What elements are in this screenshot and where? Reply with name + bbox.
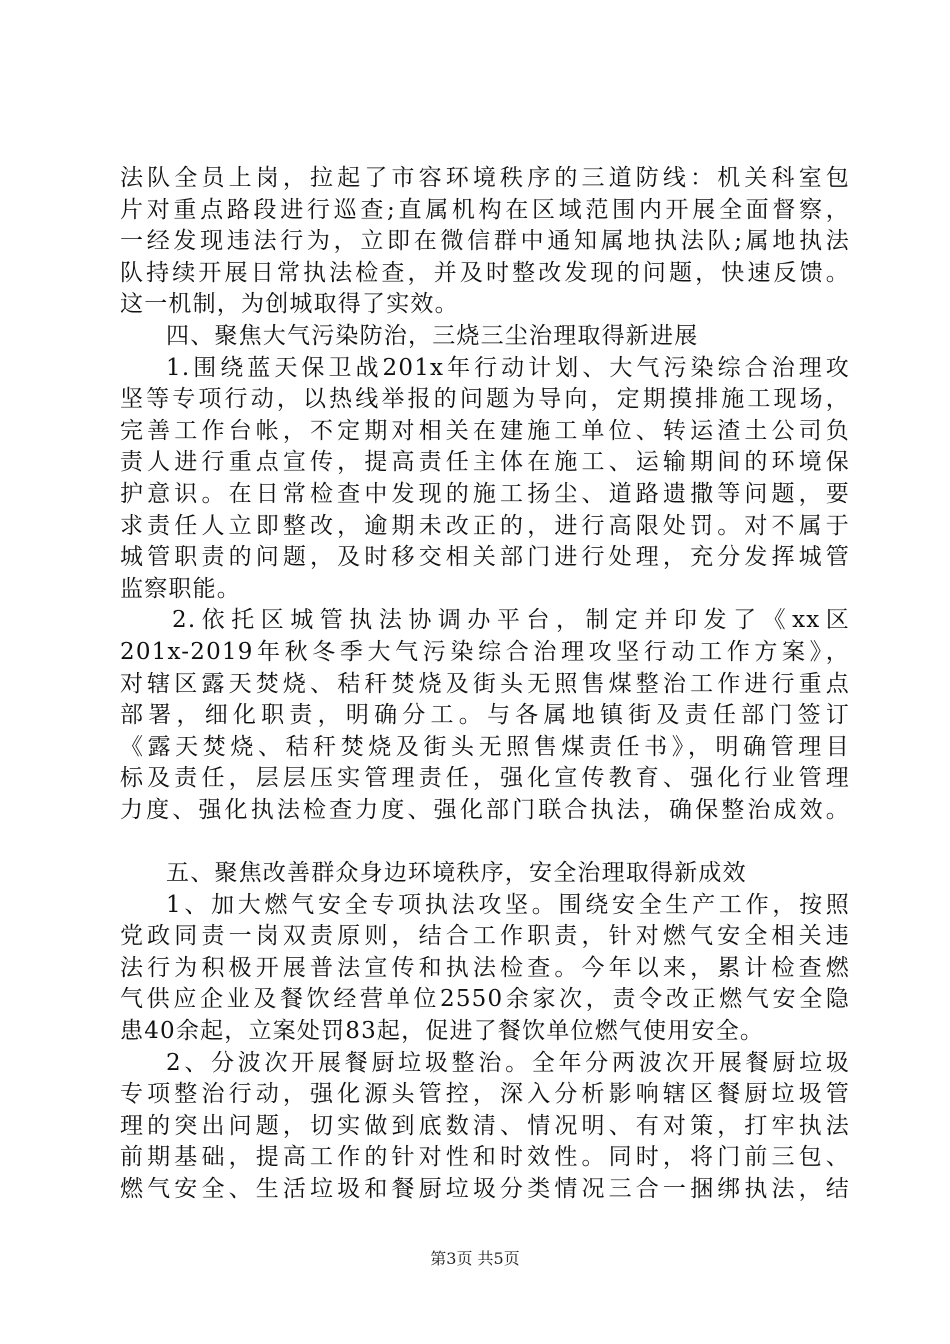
body-line: 201x-2019年秋冬季大气污染综合治理攻坚行动工作方案》， [120, 638, 850, 665]
body-line: 燃气安全、生活垃圾和餐厨垃圾分类情况三合一捆绑执法，结 [120, 1176, 850, 1202]
body-line: 一经发现违法行为，立即在微信群中通知属地执法队;属地执法 [120, 228, 850, 255]
body-line: 队持续开展日常执法检查，并及时整改发现的问题，快速反馈。 [120, 259, 850, 286]
body-line: 标及责任，层层压实管理责任，强化宣传教育、强化行业管理 [120, 765, 850, 792]
body-line: 护意识。在日常检查中发现的施工扬尘、道路遗撒等问题，要 [120, 480, 850, 507]
body-line: 专项整治行动，强化源头管控，深入分析影响辖区餐厨垃圾管 [120, 1081, 850, 1108]
body-line: 部署，细化职责，明确分工。与各属地镇街及责任部门签订 [120, 702, 850, 729]
page-number-footer: 第3页 共5页 [430, 1249, 520, 1268]
body-line: 2.依托区城管执法协调办平台，制定并印发了《xx区 [172, 607, 850, 634]
body-line: 监察职能。 [120, 575, 241, 602]
body-line: 完善工作台帐，不定期对相关在建施工单位、转运渣土公司负 [120, 417, 850, 444]
body-line: 坚等专项行动，以热线举报的问题为导向，定期摸排施工现场， [120, 386, 850, 413]
body-line: 党政同责一岗双责原则，结合工作职责，针对燃气安全相关违 [120, 923, 850, 950]
body-line: 气供应企业及餐饮经营单位2550余家次，责令改正燃气安全隐 [120, 986, 850, 1013]
body-line: 前期基础，提高工作的针对性和时效性。同时，将门前三包、 [120, 1144, 850, 1171]
body-line: 片对重点路段进行巡查;直属机构在区域范围内开展全面督察， [120, 196, 850, 223]
section-heading: 四、聚焦大气污染防治，三烧三尘治理取得新进展 [166, 322, 699, 349]
body-line: 2、分波次开展餐厨垃圾整治。全年分两波次开展餐厨垃圾 [166, 1049, 850, 1076]
body-line: 理的突出问题，切实做到底数清、情况明、有对策，打牢执法 [120, 1112, 850, 1139]
body-line: 对辖区露天焚烧、秸秆焚烧及街头无照售煤整治工作进行重点 [120, 670, 850, 697]
section-heading: 五、聚焦改善群众身边环境秩序，安全治理取得新成效 [166, 860, 747, 887]
body-line: 法行为积极开展普法宣传和执法检查。今年以来，累计检查燃 [120, 954, 850, 981]
body-line: 患40余起，立案处罚83起，促进了餐饮单位燃气使用安全。 [120, 1018, 765, 1045]
body-line: 法队全员上岗，拉起了市容环境秩序的三道防线：机关科室包 [120, 165, 850, 191]
document-body [120, 163, 850, 1206]
body-line: 1、加大燃气安全专项执法攻坚。围绕安全生产工作，按照 [166, 891, 850, 918]
body-line: 《露天焚烧、秸秆焚烧及街头无照售煤责任书》，明确管理目 [120, 733, 850, 760]
body-line: 这一机制，为创城取得了实效。 [120, 291, 459, 318]
body-line: 城管职责的问题，及时移交相关部门进行处理，充分发挥城管 [120, 544, 850, 571]
body-line: 1.围绕蓝天保卫战201x年行动计划、大气污染综合治理攻 [166, 354, 850, 381]
blank-line [120, 826, 850, 858]
body-line: 求责任人立即整改，逾期未改正的，进行高限处罚。对不属于 [120, 512, 850, 539]
body-line: 力度、强化执法检查力度、强化部门联合执法，确保整治成效。 [120, 796, 850, 823]
body-line: 责人进行重点宣传，提高责任主体在施工、运输期间的环境保 [120, 449, 850, 476]
